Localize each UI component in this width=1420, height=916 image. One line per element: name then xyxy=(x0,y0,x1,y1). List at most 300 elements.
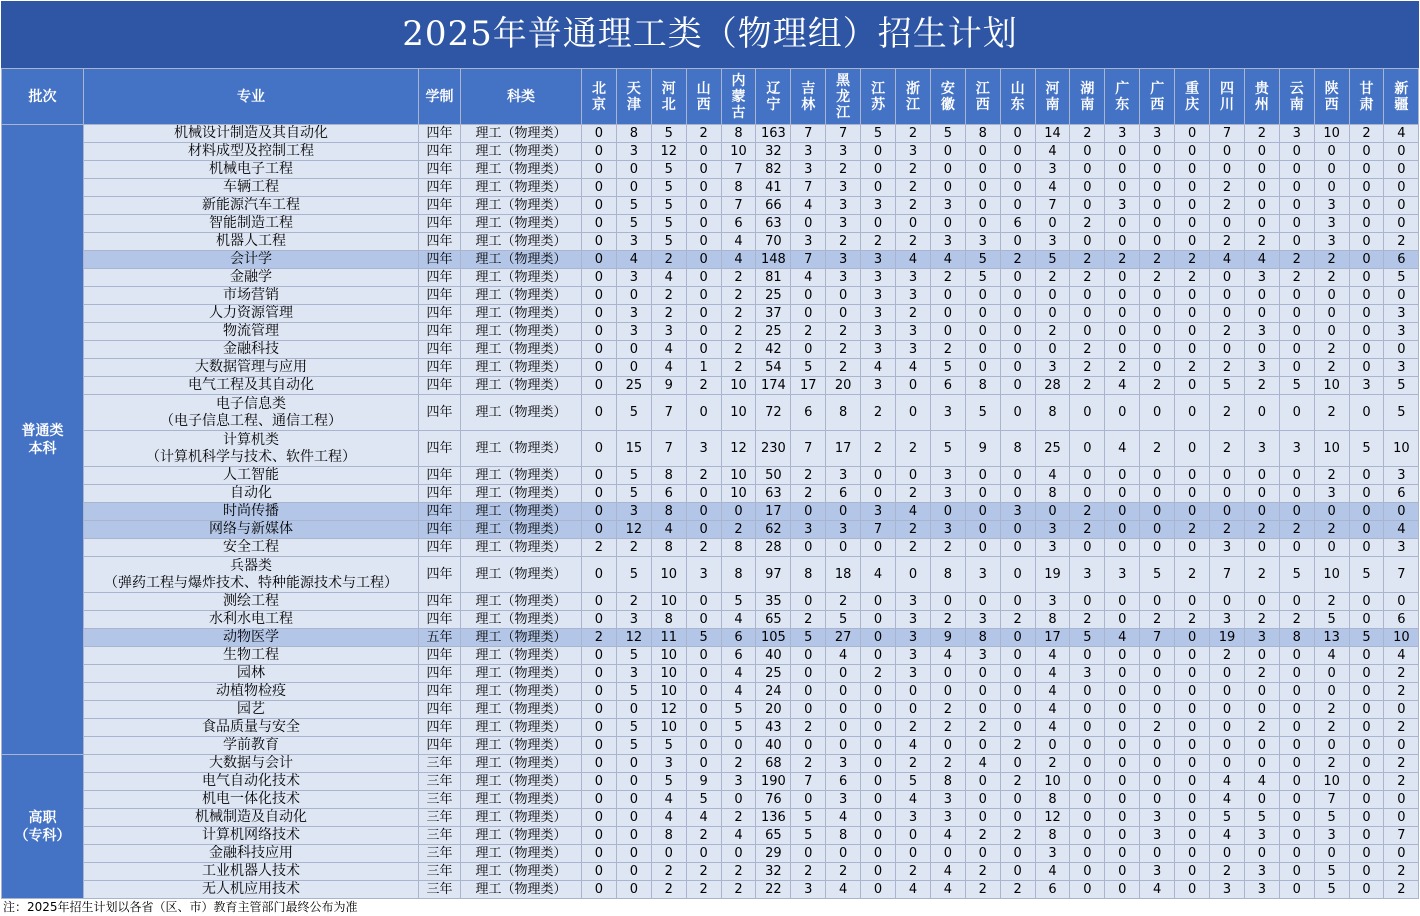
quota-cell: 2 xyxy=(686,881,721,899)
quota-cell: 0 xyxy=(1279,467,1314,485)
quota-cell: 6 xyxy=(1384,251,1419,269)
quota-cell: 2 xyxy=(1070,251,1105,269)
quota-cell: 0 xyxy=(582,143,617,161)
quota-cell: 2 xyxy=(582,629,617,647)
quota-cell: 0 xyxy=(1279,701,1314,719)
major-cell: 市场营销 xyxy=(84,287,419,305)
quota-cell: 0 xyxy=(861,467,896,485)
quota-cell: 0 xyxy=(1140,287,1175,305)
quota-cell: 0 xyxy=(1349,269,1384,287)
quota-cell: 7 xyxy=(651,431,686,467)
quota-cell: 0 xyxy=(1070,395,1105,431)
quota-cell: 2 xyxy=(1070,611,1105,629)
quota-cell: 2 xyxy=(1070,503,1105,521)
quota-cell: 6 xyxy=(930,377,965,395)
quota-cell: 0 xyxy=(1175,341,1210,359)
quota-cell: 0 xyxy=(582,863,617,881)
quota-cell: 2 xyxy=(1105,359,1140,377)
quota-cell: 0 xyxy=(965,593,1000,611)
quota-cell: 5 xyxy=(651,737,686,755)
quota-cell: 2 xyxy=(791,467,826,485)
quota-cell: 25 xyxy=(756,665,791,683)
quota-cell: 0 xyxy=(1314,845,1349,863)
quota-cell: 0 xyxy=(1314,503,1349,521)
quota-cell: 0 xyxy=(1210,737,1245,755)
quota-cell: 3 xyxy=(616,665,651,683)
quota-cell: 5 xyxy=(616,467,651,485)
quota-cell: 0 xyxy=(1349,287,1384,305)
quota-cell: 0 xyxy=(1000,179,1035,197)
quota-cell: 4 xyxy=(896,791,931,809)
quota-cell: 0 xyxy=(861,791,896,809)
quota-cell: 3 xyxy=(826,791,861,809)
category-cell: 理工（物理类） xyxy=(461,809,582,827)
quota-cell: 2 xyxy=(1210,431,1245,467)
quota-cell: 0 xyxy=(861,485,896,503)
quota-cell: 0 xyxy=(1349,809,1384,827)
quota-cell: 7 xyxy=(826,125,861,143)
quota-cell: 2 xyxy=(826,161,861,179)
quota-cell: 0 xyxy=(582,485,617,503)
quota-cell: 0 xyxy=(1105,845,1140,863)
quota-cell: 0 xyxy=(1349,233,1384,251)
duration-cell: 四年 xyxy=(419,233,461,251)
quota-cell: 5 xyxy=(616,683,651,701)
quota-cell: 0 xyxy=(1140,755,1175,773)
quota-cell: 0 xyxy=(686,143,721,161)
quota-cell: 4 xyxy=(721,683,756,701)
duration-cell: 四年 xyxy=(419,287,461,305)
quota-cell: 4 xyxy=(651,521,686,539)
duration-cell: 四年 xyxy=(419,503,461,521)
quota-cell: 5 xyxy=(616,197,651,215)
quota-cell: 0 xyxy=(861,773,896,791)
quota-cell: 0 xyxy=(826,665,861,683)
quota-cell: 7 xyxy=(791,251,826,269)
quota-cell: 2 xyxy=(1384,863,1419,881)
quota-cell: 0 xyxy=(1210,593,1245,611)
quota-cell: 3 xyxy=(861,341,896,359)
quota-cell: 0 xyxy=(1000,359,1035,377)
quota-cell: 0 xyxy=(965,197,1000,215)
quota-cell: 0 xyxy=(1070,305,1105,323)
quota-cell: 0 xyxy=(721,845,756,863)
quota-cell: 0 xyxy=(1279,215,1314,233)
quota-cell: 10 xyxy=(651,719,686,737)
quota-cell: 0 xyxy=(1000,287,1035,305)
quota-cell: 0 xyxy=(1279,845,1314,863)
quota-cell: 5 xyxy=(1349,557,1384,593)
major-cell: 机器人工程 xyxy=(84,233,419,251)
quota-cell: 3 xyxy=(896,665,931,683)
quota-cell: 0 xyxy=(791,305,826,323)
quota-cell: 2 xyxy=(1105,251,1140,269)
quota-cell: 2 xyxy=(1000,251,1035,269)
quota-cell: 2 xyxy=(1279,611,1314,629)
quota-cell: 10 xyxy=(651,593,686,611)
quota-cell: 2 xyxy=(1140,377,1175,395)
quota-cell: 50 xyxy=(756,467,791,485)
header-province: 广 西 xyxy=(1140,69,1175,125)
quota-cell: 4 xyxy=(721,827,756,845)
quota-cell: 14 xyxy=(1035,125,1070,143)
quota-cell: 0 xyxy=(861,719,896,737)
quota-cell: 2 xyxy=(1035,755,1070,773)
quota-cell: 7 xyxy=(1314,791,1349,809)
quota-cell: 0 xyxy=(582,287,617,305)
quota-cell: 2 xyxy=(1244,125,1279,143)
category-cell: 理工（物理类） xyxy=(461,863,582,881)
quota-cell: 2 xyxy=(1244,665,1279,683)
table-row xyxy=(2,683,1419,701)
table-row xyxy=(2,431,1419,467)
duration-cell: 五年 xyxy=(419,629,461,647)
quota-cell: 29 xyxy=(756,845,791,863)
quota-cell: 2 xyxy=(1175,557,1210,593)
quota-cell: 0 xyxy=(1140,197,1175,215)
quota-cell: 2 xyxy=(1175,521,1210,539)
quota-cell: 20 xyxy=(826,377,861,395)
quota-cell: 0 xyxy=(1349,737,1384,755)
duration-cell: 四年 xyxy=(419,377,461,395)
quota-cell: 0 xyxy=(1140,845,1175,863)
quota-cell: 0 xyxy=(826,701,861,719)
quota-cell: 3 xyxy=(1210,881,1245,899)
duration-cell: 四年 xyxy=(419,197,461,215)
quota-cell: 8 xyxy=(721,179,756,197)
quota-cell: 2 xyxy=(826,341,861,359)
quota-cell: 0 xyxy=(1000,683,1035,701)
quota-cell: 7 xyxy=(791,179,826,197)
quota-cell: 0 xyxy=(965,323,1000,341)
quota-cell: 0 xyxy=(686,287,721,305)
quota-cell: 0 xyxy=(930,287,965,305)
major-cell: 金融科技应用 xyxy=(84,845,419,863)
quota-cell: 3 xyxy=(616,503,651,521)
quota-cell: 0 xyxy=(1210,467,1245,485)
quota-cell: 0 xyxy=(965,359,1000,377)
quota-cell: 0 xyxy=(965,341,1000,359)
page-title: 2025年普通理工类（物理组）招生计划 xyxy=(1,1,1419,68)
quota-cell: 4 xyxy=(930,647,965,665)
quota-cell: 0 xyxy=(1105,611,1140,629)
quota-cell: 136 xyxy=(756,809,791,827)
quota-cell: 0 xyxy=(1175,845,1210,863)
quota-cell: 0 xyxy=(1279,539,1314,557)
quota-cell: 2 xyxy=(1140,251,1175,269)
quota-cell: 8 xyxy=(651,539,686,557)
quota-cell: 0 xyxy=(1140,179,1175,197)
quota-cell: 2 xyxy=(1279,521,1314,539)
quota-cell: 7 xyxy=(1384,557,1419,593)
quota-cell: 4 xyxy=(1035,647,1070,665)
quota-cell: 0 xyxy=(1175,755,1210,773)
quota-cell: 0 xyxy=(582,161,617,179)
quota-cell: 0 xyxy=(1140,341,1175,359)
quota-cell: 2 xyxy=(1349,125,1384,143)
header-province: 安 徽 xyxy=(930,69,965,125)
quota-cell: 0 xyxy=(1279,161,1314,179)
quota-cell: 3 xyxy=(1384,539,1419,557)
quota-cell: 0 xyxy=(1279,485,1314,503)
quota-cell: 2 xyxy=(1244,377,1279,395)
quota-cell: 0 xyxy=(686,269,721,287)
quota-cell: 9 xyxy=(686,773,721,791)
quota-cell: 0 xyxy=(1105,863,1140,881)
duration-cell: 四年 xyxy=(419,647,461,665)
quota-cell: 0 xyxy=(1279,755,1314,773)
quota-cell: 4 xyxy=(651,341,686,359)
quota-cell: 2 xyxy=(686,125,721,143)
header-major: 专业 xyxy=(84,69,419,125)
quota-cell: 0 xyxy=(1000,323,1035,341)
duration-cell: 四年 xyxy=(419,359,461,377)
quota-cell: 0 xyxy=(861,647,896,665)
quota-cell: 0 xyxy=(1105,827,1140,845)
quota-cell: 3 xyxy=(1384,305,1419,323)
quota-cell: 0 xyxy=(1279,737,1314,755)
major-cell: 机电一体化技术 xyxy=(84,791,419,809)
quota-cell: 28 xyxy=(1035,377,1070,395)
quota-cell: 0 xyxy=(1384,845,1419,863)
header-province: 重 庆 xyxy=(1175,69,1210,125)
quota-cell: 0 xyxy=(686,323,721,341)
quota-cell: 5 xyxy=(1384,377,1419,395)
quota-cell: 0 xyxy=(616,359,651,377)
table-row xyxy=(2,125,1419,143)
table-row xyxy=(2,629,1419,647)
major-cell: 机械设计制造及其自动化 xyxy=(84,125,419,143)
quota-cell: 0 xyxy=(1175,287,1210,305)
quota-cell: 3 xyxy=(1035,521,1070,539)
duration-cell: 四年 xyxy=(419,179,461,197)
quota-cell: 0 xyxy=(930,845,965,863)
quota-cell: 3 xyxy=(1244,881,1279,899)
table-row xyxy=(2,215,1419,233)
quota-cell: 0 xyxy=(1105,647,1140,665)
quota-cell: 0 xyxy=(1349,593,1384,611)
quota-cell: 0 xyxy=(686,521,721,539)
quota-cell: 5 xyxy=(616,737,651,755)
quota-cell: 5 xyxy=(896,773,931,791)
quota-cell: 3 xyxy=(930,233,965,251)
quota-cell: 10 xyxy=(1384,629,1419,647)
quota-cell: 0 xyxy=(582,431,617,467)
category-cell: 理工（物理类） xyxy=(461,305,582,323)
quota-cell: 0 xyxy=(1105,701,1140,719)
quota-cell: 0 xyxy=(582,881,617,899)
quota-cell: 0 xyxy=(582,377,617,395)
quota-cell: 24 xyxy=(756,683,791,701)
quota-cell: 2 xyxy=(1070,521,1105,539)
quota-cell: 0 xyxy=(582,269,617,287)
quota-cell: 0 xyxy=(1175,395,1210,431)
quota-cell: 0 xyxy=(1279,773,1314,791)
quota-cell: 0 xyxy=(1349,701,1384,719)
quota-cell: 4 xyxy=(791,197,826,215)
quota-cell: 5 xyxy=(1384,395,1419,431)
quota-cell: 0 xyxy=(1070,791,1105,809)
quota-cell: 63 xyxy=(756,485,791,503)
quota-cell: 17 xyxy=(756,503,791,521)
table-row xyxy=(2,179,1419,197)
quota-cell: 2 xyxy=(721,305,756,323)
quota-cell: 0 xyxy=(1175,593,1210,611)
quota-cell: 0 xyxy=(1000,377,1035,395)
quota-cell: 0 xyxy=(616,845,651,863)
quota-cell: 0 xyxy=(1035,215,1070,233)
quota-cell: 0 xyxy=(1105,881,1140,899)
category-cell: 理工（物理类） xyxy=(461,143,582,161)
quota-cell: 2 xyxy=(651,287,686,305)
quota-cell: 0 xyxy=(582,359,617,377)
quota-cell: 0 xyxy=(826,719,861,737)
quota-cell: 3 xyxy=(861,251,896,269)
quota-cell: 0 xyxy=(1175,215,1210,233)
quota-cell: 0 xyxy=(1279,593,1314,611)
quota-cell: 0 xyxy=(1070,143,1105,161)
quota-cell: 3 xyxy=(616,143,651,161)
category-cell: 理工（物理类） xyxy=(461,215,582,233)
category-cell: 理工（物理类） xyxy=(461,269,582,287)
quota-cell: 4 xyxy=(1314,647,1349,665)
quota-cell: 0 xyxy=(826,737,861,755)
quota-cell: 5 xyxy=(686,791,721,809)
quota-cell: 0 xyxy=(861,593,896,611)
quota-cell: 0 xyxy=(1349,719,1384,737)
major-cell: 网络与新媒体 xyxy=(84,521,419,539)
quota-cell: 0 xyxy=(582,737,617,755)
quota-cell: 0 xyxy=(582,755,617,773)
quota-cell: 0 xyxy=(1349,755,1384,773)
quota-cell: 17 xyxy=(826,431,861,467)
quota-cell: 3 xyxy=(1244,431,1279,467)
quota-cell: 5 xyxy=(1210,809,1245,827)
category-cell: 理工（物理类） xyxy=(461,503,582,521)
quota-cell: 8 xyxy=(616,125,651,143)
quota-cell: 0 xyxy=(1349,485,1384,503)
quota-cell: 0 xyxy=(1140,323,1175,341)
quota-cell: 0 xyxy=(1175,467,1210,485)
quota-cell: 0 xyxy=(1244,647,1279,665)
quota-cell: 0 xyxy=(721,737,756,755)
quota-cell: 0 xyxy=(1384,701,1419,719)
duration-cell: 四年 xyxy=(419,305,461,323)
quota-cell: 4 xyxy=(1210,827,1245,845)
quota-cell: 28 xyxy=(756,539,791,557)
major-cell: 金融学 xyxy=(84,269,419,287)
quota-cell: 3 xyxy=(896,629,931,647)
quota-cell: 3 xyxy=(861,269,896,287)
quota-cell: 5 xyxy=(826,611,861,629)
quota-cell: 0 xyxy=(861,629,896,647)
quota-cell: 0 xyxy=(1175,485,1210,503)
quota-cell: 0 xyxy=(861,539,896,557)
quota-cell: 0 xyxy=(1349,827,1384,845)
quota-cell: 0 xyxy=(1000,809,1035,827)
quota-cell: 25 xyxy=(1035,431,1070,467)
quota-cell: 0 xyxy=(1314,287,1349,305)
quota-cell: 12 xyxy=(616,629,651,647)
quota-cell: 9 xyxy=(965,431,1000,467)
quota-cell: 0 xyxy=(1175,737,1210,755)
header-province: 甘 肃 xyxy=(1349,69,1384,125)
quota-cell: 0 xyxy=(1175,503,1210,521)
quota-cell: 2 xyxy=(1384,665,1419,683)
category-cell: 理工（物理类） xyxy=(461,593,582,611)
quota-cell: 0 xyxy=(686,395,721,431)
quota-cell: 0 xyxy=(1314,539,1349,557)
quota-cell: 6 xyxy=(651,485,686,503)
duration-cell: 四年 xyxy=(419,251,461,269)
quota-cell: 40 xyxy=(756,737,791,755)
quota-cell: 3 xyxy=(791,881,826,899)
quota-cell: 3 xyxy=(1105,125,1140,143)
quota-cell: 0 xyxy=(1140,467,1175,485)
quota-cell: 0 xyxy=(1244,305,1279,323)
quota-cell: 0 xyxy=(826,683,861,701)
quota-cell: 5 xyxy=(616,719,651,737)
quota-cell: 10 xyxy=(1314,125,1349,143)
quota-cell: 6 xyxy=(826,485,861,503)
quota-cell: 0 xyxy=(1349,215,1384,233)
quota-cell: 8 xyxy=(791,557,826,593)
quota-cell: 2 xyxy=(1070,215,1105,233)
quota-cell: 2 xyxy=(826,863,861,881)
quota-cell: 0 xyxy=(582,251,617,269)
quota-cell: 5 xyxy=(616,557,651,593)
quota-cell: 0 xyxy=(861,215,896,233)
duration-cell: 三年 xyxy=(419,791,461,809)
quota-cell: 0 xyxy=(582,197,617,215)
quota-cell: 0 xyxy=(1279,881,1314,899)
quota-cell: 2 xyxy=(1070,359,1105,377)
quota-cell: 4 xyxy=(930,251,965,269)
quota-cell: 0 xyxy=(1244,539,1279,557)
quota-cell: 0 xyxy=(1140,701,1175,719)
quota-cell: 2 xyxy=(1314,251,1349,269)
quota-cell: 0 xyxy=(965,737,1000,755)
quota-cell: 9 xyxy=(930,629,965,647)
table-row xyxy=(2,701,1419,719)
duration-cell: 四年 xyxy=(419,431,461,467)
major-cell: 兵器类 （弹药工程与爆炸技术、特种能源技术与工程） xyxy=(84,557,419,593)
category-cell: 理工（物理类） xyxy=(461,287,582,305)
quota-cell: 4 xyxy=(1035,467,1070,485)
quota-cell: 4 xyxy=(1035,683,1070,701)
quota-cell: 0 xyxy=(1000,233,1035,251)
category-cell: 理工（物理类） xyxy=(461,791,582,809)
quota-cell: 0 xyxy=(1314,737,1349,755)
quota-cell: 0 xyxy=(582,503,617,521)
duration-cell: 四年 xyxy=(419,125,461,143)
quota-cell: 2 xyxy=(1070,377,1105,395)
quota-cell: 4 xyxy=(791,269,826,287)
quota-cell: 0 xyxy=(582,791,617,809)
major-cell: 动物医学 xyxy=(84,629,419,647)
quota-cell: 0 xyxy=(1035,305,1070,323)
quota-cell: 2 xyxy=(1140,269,1175,287)
major-cell: 会计学 xyxy=(84,251,419,269)
quota-cell: 18 xyxy=(826,557,861,593)
quota-cell: 0 xyxy=(686,719,721,737)
quota-cell: 0 xyxy=(965,665,1000,683)
quota-cell: 2 xyxy=(1210,521,1245,539)
quota-cell: 3 xyxy=(1314,197,1349,215)
quota-cell: 0 xyxy=(616,161,651,179)
quota-cell: 0 xyxy=(582,521,617,539)
quota-cell: 0 xyxy=(1244,179,1279,197)
